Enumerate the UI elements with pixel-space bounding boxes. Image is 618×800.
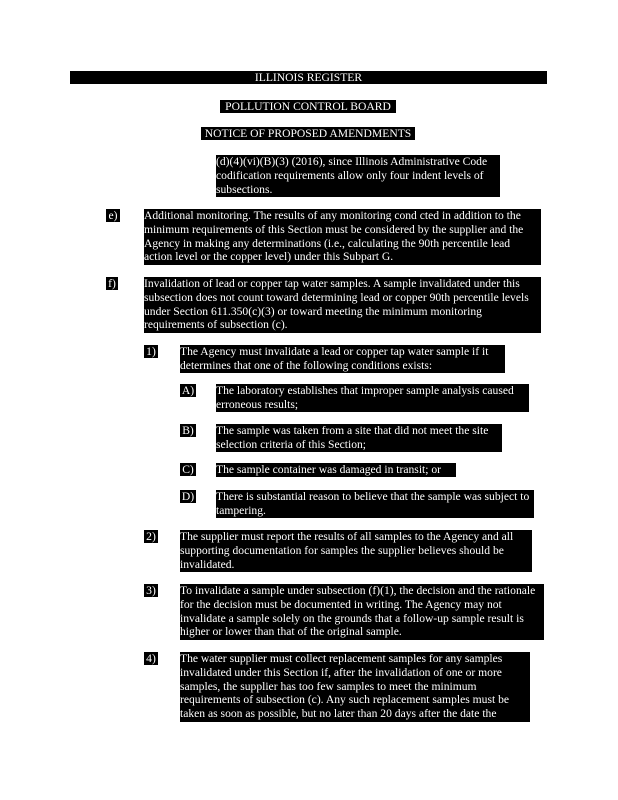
subsection-f4-paragraph: The water supplier must collect replacement samples for any samples invalidated under this Section if, after the invalidation of one or more samples, the supplier has too few samples to meet the minimum requirements of subsection (c). Any such replacement samples must be taken as soon as possible, but no later than 20 days after the date the	[180, 652, 530, 722]
subsection-f1-label: 1)	[144, 345, 158, 358]
section-e-label: e)	[106, 209, 120, 222]
item-d-label: D)	[181, 490, 195, 503]
item-a-paragraph: The laboratory establishes that improper sample analysis caused erroneous results;	[216, 384, 529, 412]
item-b-paragraph: The sample was taken from a site that did not meet the site selection criteria of this Section;	[216, 424, 502, 452]
subsection-f2-paragraph: The supplier must report the results of all samples to the Agency and all supporting documentation for samples the supplier believes should be invalidated.	[180, 530, 532, 572]
continuation-paragraph: (d)(4)(vi)(B)(3) (2016), since Illinois Administrative Code codification requirements allow only four indent levels of subsections.	[216, 155, 500, 197]
register-title: ILLINOIS REGISTER	[70, 71, 547, 84]
item-c-label: C)	[180, 463, 196, 476]
section-f-paragraph: Invalidation of lead or copper tap water samples. A sample invalidated under this subsection does not count toward determining lead or copper 90th percentile levels under Section 611.350(c)(3) or toward meeting the minimum monitoring requirements of subsection (c).	[144, 277, 541, 333]
item-d-paragraph: There is substantial reason to believe that the sample was subject to tampering.	[216, 490, 534, 518]
section-e-paragraph: Additional monitoring. The results of any monitoring cond cted in addition to the minimum requirements of this Section must be considered by the supplier and the Agency in making any determinations (i.e., calculating the 90th percentile lead action level or the copper level) under this Subpart G.	[144, 209, 541, 265]
item-b-label: B)	[180, 424, 196, 437]
section-f-label: f)	[106, 277, 118, 290]
subsection-f3-label: 3)	[144, 584, 158, 597]
item-a-label: A)	[181, 384, 195, 397]
subsection-f1-paragraph: The Agency must invalidate a lead or copper tap water sample if it determines that one of the following conditions exists:	[180, 345, 505, 373]
notice-title: NOTICE OF PROPOSED AMENDMENTS	[201, 127, 415, 140]
board-title: POLLUTION CONTROL BOARD	[220, 100, 396, 113]
subsection-f3-paragraph: To invalidate a sample under subsection (f)(1), the decision and the rationale for the decision must be documented in writing. The Agency may not invalidate a sample solely on the grounds that a follow-up sample result is higher or lower than that of the original sample.	[180, 584, 544, 640]
subsection-f4-label: 4)	[144, 652, 158, 665]
subsection-f2-label: 2)	[144, 530, 158, 543]
item-c-paragraph: The sample container was damaged in transit; or	[216, 463, 456, 477]
